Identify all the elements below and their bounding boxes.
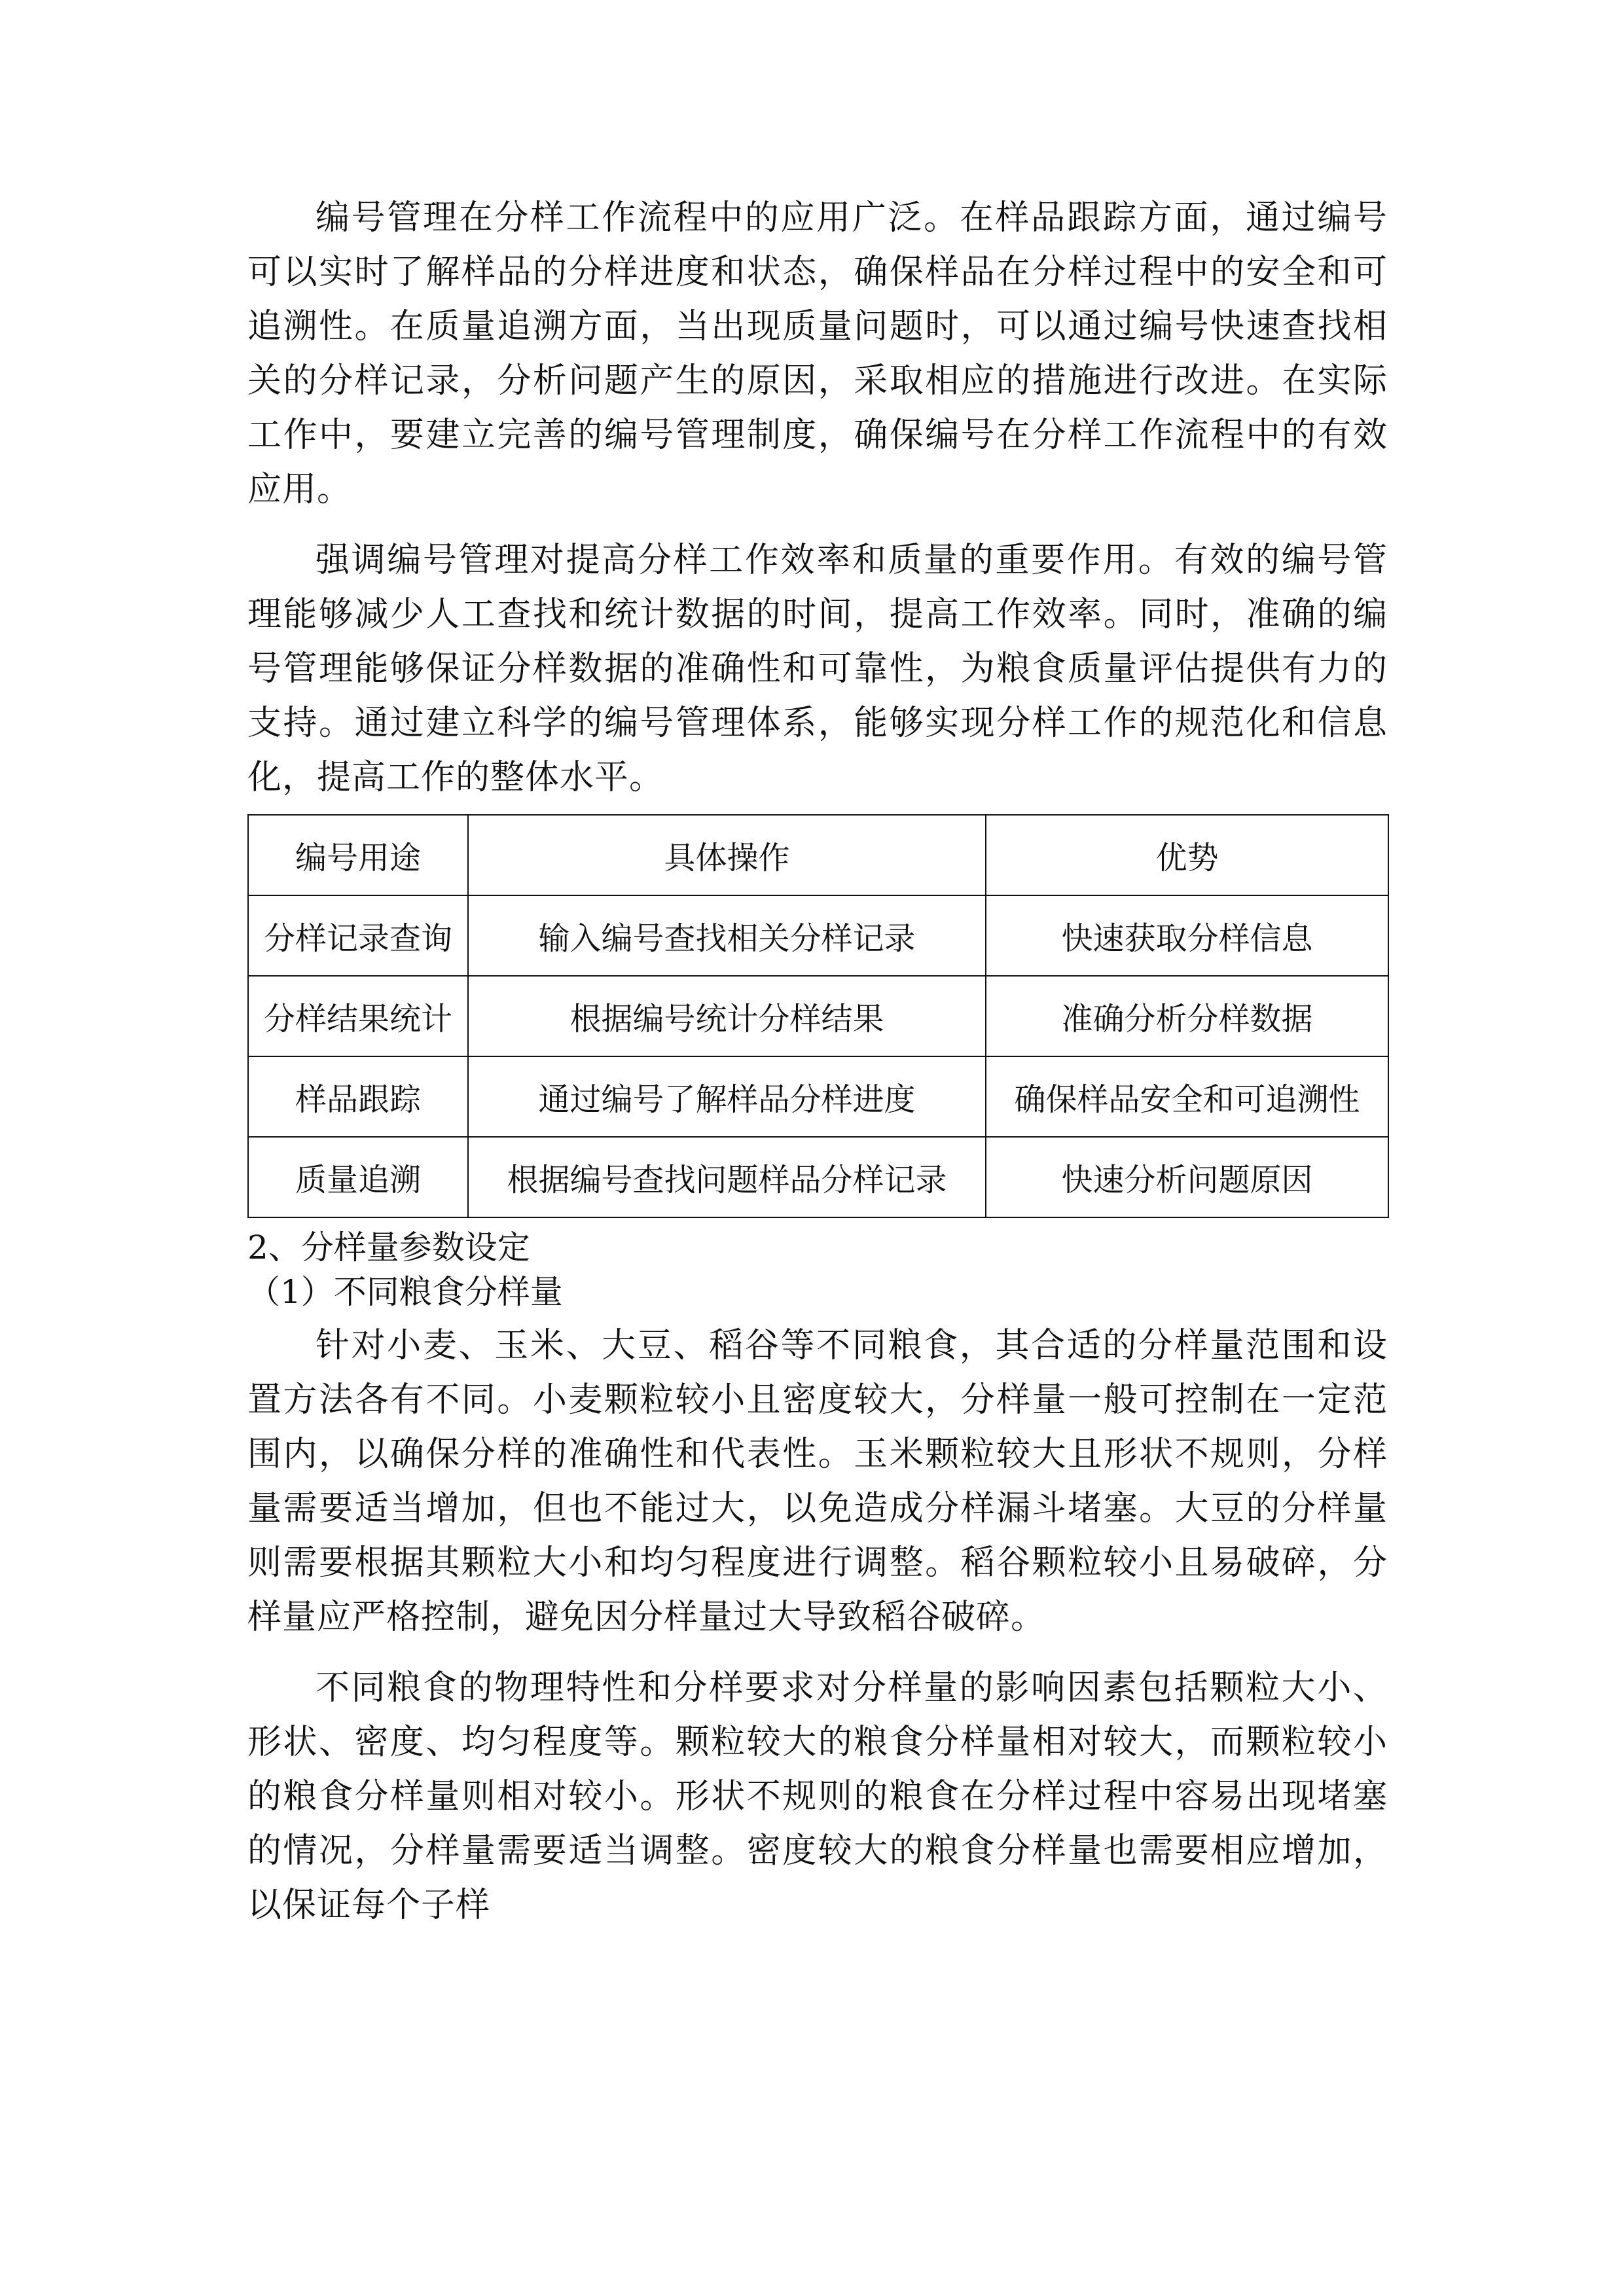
paragraph-influencing-factors: 不同粮食的物理特性和分样要求对分样量的影响因素包括颗粒大小、形状、密度、均匀程度等。颗粒较大的粮食分样量相对较大，而颗粒较小的粮食分样量则相对较小。形状不规则的粮食在分样过程中容易出现堵塞的情况，分样量需要适当调整。密度较大的粮食分样量也需要相应增加，以保证每个子样	[247, 1668, 1388, 1925]
table-row	[248, 1137, 1388, 1217]
table-header-row	[248, 815, 1388, 895]
table-row	[248, 895, 1388, 976]
table-cell: 分样记录查询	[248, 895, 468, 976]
table-cell: 确保样品安全和可追溯性	[986, 1056, 1388, 1137]
table-cell: 输入编号查找相关分样记录	[468, 895, 986, 976]
table-header-cell: 具体操作	[468, 815, 986, 895]
table-row	[248, 1056, 1388, 1137]
numbering-usage-table	[247, 814, 1389, 1218]
table-header-cell: 编号用途	[248, 815, 468, 895]
table-header-cell: 优势	[986, 815, 1388, 895]
section-heading: 2、分样量参数设定	[247, 1229, 530, 1266]
paragraph-grain-sample-amounts: 针对小麦、玉米、大豆、稻谷等不同粮食，其合适的分样量范围和设置方法各有不同。小麦颗粒较小且密度较大，分样量一般可控制在一定范围内，以确保分样的准确性和代表性。玉米颗粒较大且形状不规则，分样量需要适当增加，但也不能过大，以免造成分样漏斗堵塞。大豆的分样量则需要根据其颗粒大小和均匀程度进行调整。稻谷颗粒较小且易破碎，分样量应严格控制，避免因分样量过大导致稻谷破碎。	[247, 1326, 1388, 1637]
paragraph-numbering-application: 编号管理在分样工作流程中的应用广泛。在样品跟踪方面，通过编号可以实时了解样品的分样进度和状态，确保样品在分样过程中的安全和可追溯性。在质量追溯方面，当出现质量问题时，可以通过编号快速查找相关的分样记录，分析问题产生的原因，采取相应的措施进行改进。在实际工作中，要建立完善的编号管理制度，确保编号在分样工作流程中的有效应用。	[247, 198, 1388, 509]
table-cell: 根据编号查找问题样品分样记录	[468, 1137, 986, 1217]
table-cell: 样品跟踪	[248, 1056, 468, 1137]
paragraph-numbering-importance: 强调编号管理对提高分样工作效率和质量的重要作用。有效的编号管理能够减少人工查找和统计数据的时间，提高工作效率。同时，准确的编号管理能够保证分样数据的准确性和可靠性，为粮食质量评估提供有力的支持。通过建立科学的编号管理体系，能够实现分样工作的规范化和信息化，提高工作的整体水平。	[247, 541, 1388, 797]
table-cell: 快速获取分样信息	[986, 895, 1388, 976]
table-row	[248, 976, 1388, 1056]
table-cell: 分样结果统计	[248, 976, 468, 1056]
table-cell: 通过编号了解样品分样进度	[468, 1056, 986, 1137]
numbering-usage-table-wrapper	[247, 814, 1388, 1218]
table-cell: 根据编号统计分样结果	[468, 976, 986, 1056]
subsection-heading: （1）不同粮食分样量	[247, 1273, 563, 1311]
table-cell: 快速分析问题原因	[986, 1137, 1388, 1217]
document-page	[247, 191, 1388, 1933]
table-cell: 质量追溯	[248, 1137, 468, 1217]
table-cell: 准确分析分样数据	[986, 976, 1388, 1056]
